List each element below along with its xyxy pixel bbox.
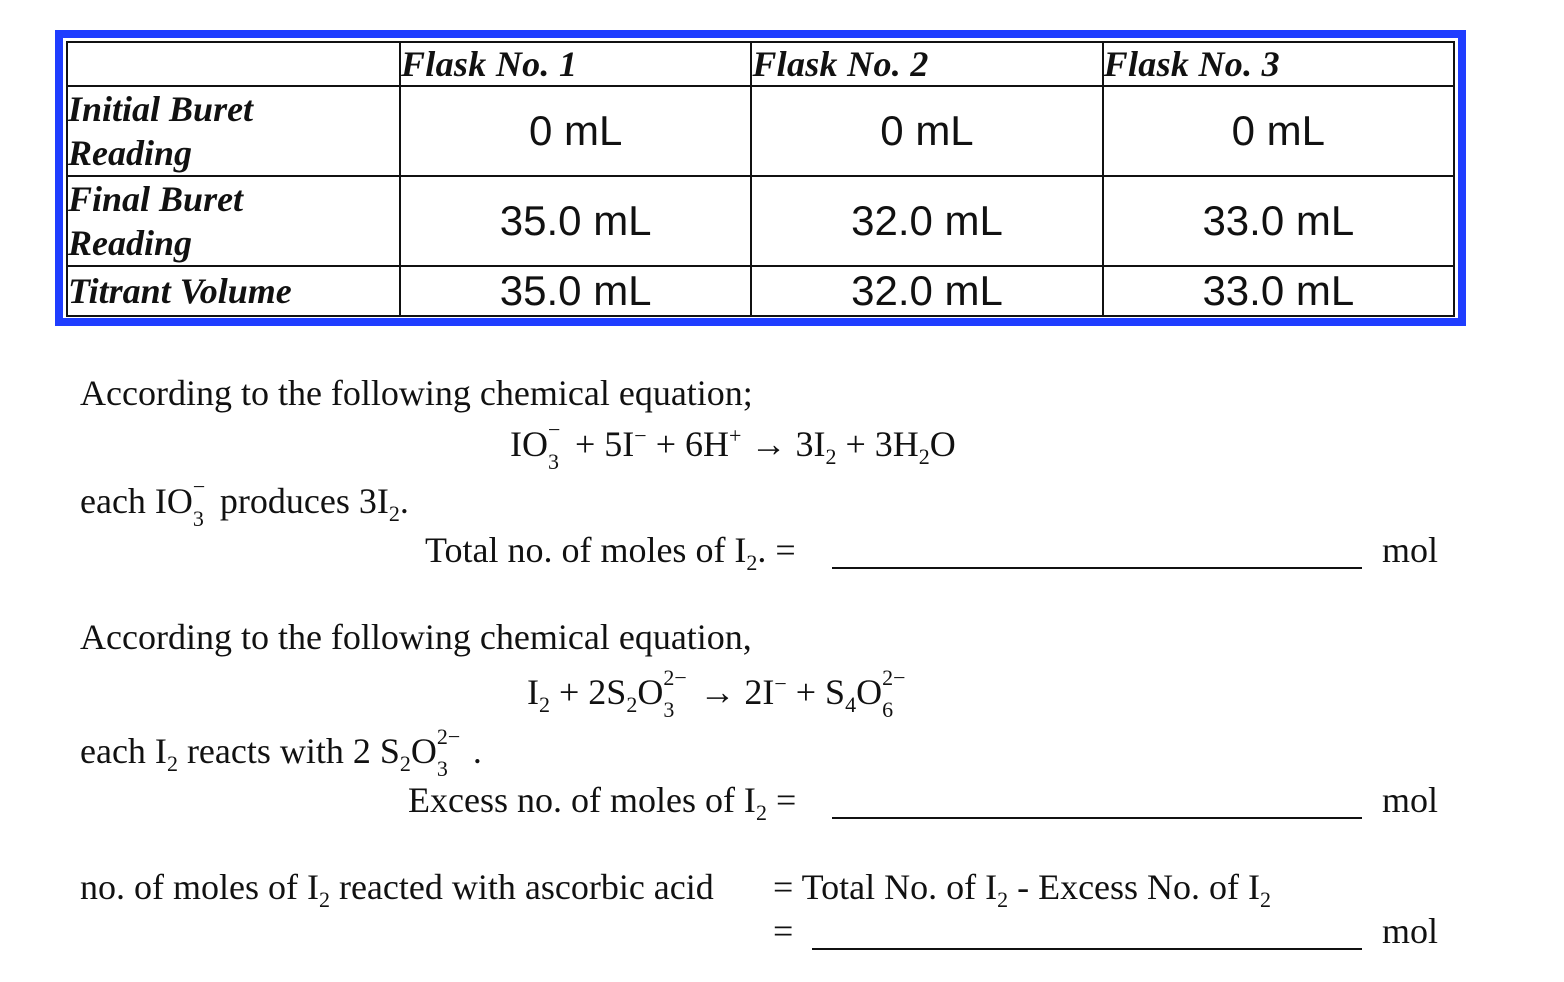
row-label-line1: Final Buret [68, 179, 244, 219]
eq2-s4-sub: 4 [845, 692, 857, 718]
total-moles-end: . = [757, 530, 796, 570]
buret-readings-table-frame [55, 30, 1466, 326]
excess-moles-unit: mol [1382, 780, 1439, 820]
note-sup: − [192, 474, 206, 499]
reacted-moles-sub: 2 [318, 887, 330, 913]
section1-note [80, 474, 409, 531]
note-suffix-sub: 2 [388, 501, 400, 527]
eq2-o-sup: 2− [663, 665, 687, 690]
eq-mid1: + 5I [566, 424, 635, 464]
row-label-line1: Titrant Volume [68, 271, 292, 311]
excess-moles-label [408, 780, 797, 826]
table-row [67, 86, 1454, 176]
excess-moles-sub: 2 [755, 800, 767, 826]
row-label-line1: Initial Buret [68, 89, 254, 129]
reacted-moles-answer-blank[interactable] [812, 948, 1362, 950]
table-row [67, 176, 1454, 266]
eq2-o-sub: 3 [663, 697, 675, 722]
row-label-final-buret [67, 176, 400, 266]
note-prefix: each IO [80, 481, 193, 521]
eq-h2o-sub: 2 [918, 444, 930, 470]
eq2-s-sub: 2 [626, 692, 638, 718]
eq2-o6-sup: 2− [882, 665, 906, 690]
section2-intro: According to the following chemical equation, [80, 617, 752, 657]
cell-titrant-flask-1: 35.0 mL [400, 266, 751, 316]
total-moles-label [425, 530, 796, 576]
formula-sub: 2 [997, 887, 1009, 913]
header-flask-3: Flask No. 3 [1103, 42, 1454, 86]
total-moles-text: Total no. of moles of I [425, 530, 747, 570]
note2-o-sup: 2− [436, 724, 461, 749]
eq2-end: + S [786, 672, 846, 712]
header-empty [67, 42, 400, 86]
total-moles-unit: mol [1382, 530, 1439, 570]
cell-final-flask-2: 32.0 mL [751, 176, 1102, 266]
eq2-o6-supsub [882, 665, 909, 722]
buret-readings-table-inner [63, 38, 1458, 318]
eq2-o6: O [856, 672, 883, 712]
eq-i-sup: − [634, 423, 647, 448]
equation-iodate-iodide [510, 417, 956, 474]
eq-end: + 3H [836, 424, 919, 464]
cell-final-flask-3: 33.0 mL [1103, 176, 1454, 266]
formula-mid: - Excess No. of I [1008, 867, 1261, 907]
note-end: . [399, 481, 409, 521]
note-supsub [192, 474, 211, 531]
header-flask-1: Flask No. 1 [400, 42, 751, 86]
cell-titrant-flask-2: 32.0 mL [751, 266, 1102, 316]
note2-prefix: each I [80, 731, 167, 771]
note2-mid: reacts with 2 S [177, 731, 400, 771]
eq2-i: I [527, 672, 539, 712]
formula-text: = Total No. of I [773, 867, 998, 907]
note-suffix: produces 3I [210, 481, 389, 521]
note2-o-supsub [436, 724, 464, 781]
buret-readings-table [66, 41, 1455, 317]
equation-iodine-thiosulfate [527, 665, 909, 722]
total-moles-answer-blank[interactable] [832, 567, 1362, 569]
reacted-moles-end: reacted with ascorbic acid [329, 867, 714, 907]
eq2-o6-sub: 6 [882, 697, 894, 722]
reacted-moles-unit: mol [1382, 911, 1439, 951]
cell-titrant-flask-3: 33.0 mL [1103, 266, 1454, 316]
eq2-arrow: → 2I [690, 672, 775, 712]
cell-initial-flask-2: 0 mL [751, 86, 1102, 176]
eq2-i-sub: 2 [539, 692, 550, 718]
total-moles-sub: 2 [746, 550, 758, 576]
eq2-o-supsub [663, 665, 690, 722]
row-label-titrant-volume [67, 266, 400, 316]
reacted-moles-equals: = [773, 911, 794, 951]
note2-o-sub: 3 [436, 756, 448, 781]
eq2-mid: + 2S [550, 672, 627, 712]
cell-initial-flask-1: 0 mL [400, 86, 751, 176]
reacted-moles-formula [773, 867, 1272, 913]
eq-o: O [929, 424, 956, 464]
section1-intro: According to the following chemical equation; [80, 373, 753, 413]
eq-io-sup: − [548, 417, 561, 442]
eq-arrow: → 3I [741, 424, 826, 464]
row-label-line2: Reading [68, 133, 193, 173]
note-sub: 3 [192, 506, 204, 531]
note2-end: . [463, 731, 482, 771]
eq2-i-sup: − [774, 671, 787, 696]
table-header-row [67, 42, 1454, 86]
cell-initial-flask-3: 0 mL [1103, 86, 1454, 176]
eq-mid2: + 6H [646, 424, 730, 464]
eq-h-sup: + [729, 423, 742, 448]
excess-moles-answer-blank[interactable] [832, 817, 1362, 819]
note2-sub: 2 [166, 751, 178, 777]
formula-sub2: 2 [1260, 887, 1272, 913]
note2-o: O [410, 731, 437, 771]
excess-moles-text: Excess no. of moles of I [408, 780, 756, 820]
cell-final-flask-1: 35.0 mL [400, 176, 751, 266]
eq-i2-sub: 2 [825, 444, 837, 470]
section2-note [80, 724, 482, 781]
eq-io-supsub [548, 417, 566, 474]
reacted-moles-label [80, 867, 714, 913]
row-label-initial-buret [67, 86, 400, 176]
note2-s-sub: 2 [399, 751, 411, 777]
eq-io-sub: 3 [548, 449, 559, 474]
excess-moles-end: = [766, 780, 797, 820]
header-flask-2: Flask No. 2 [751, 42, 1102, 86]
reacted-moles-text: no. of moles of I [80, 867, 319, 907]
table-row [67, 266, 1454, 316]
eq-io: IO [510, 424, 548, 464]
eq2-o: O [637, 672, 664, 712]
row-label-line2: Reading [68, 223, 193, 263]
